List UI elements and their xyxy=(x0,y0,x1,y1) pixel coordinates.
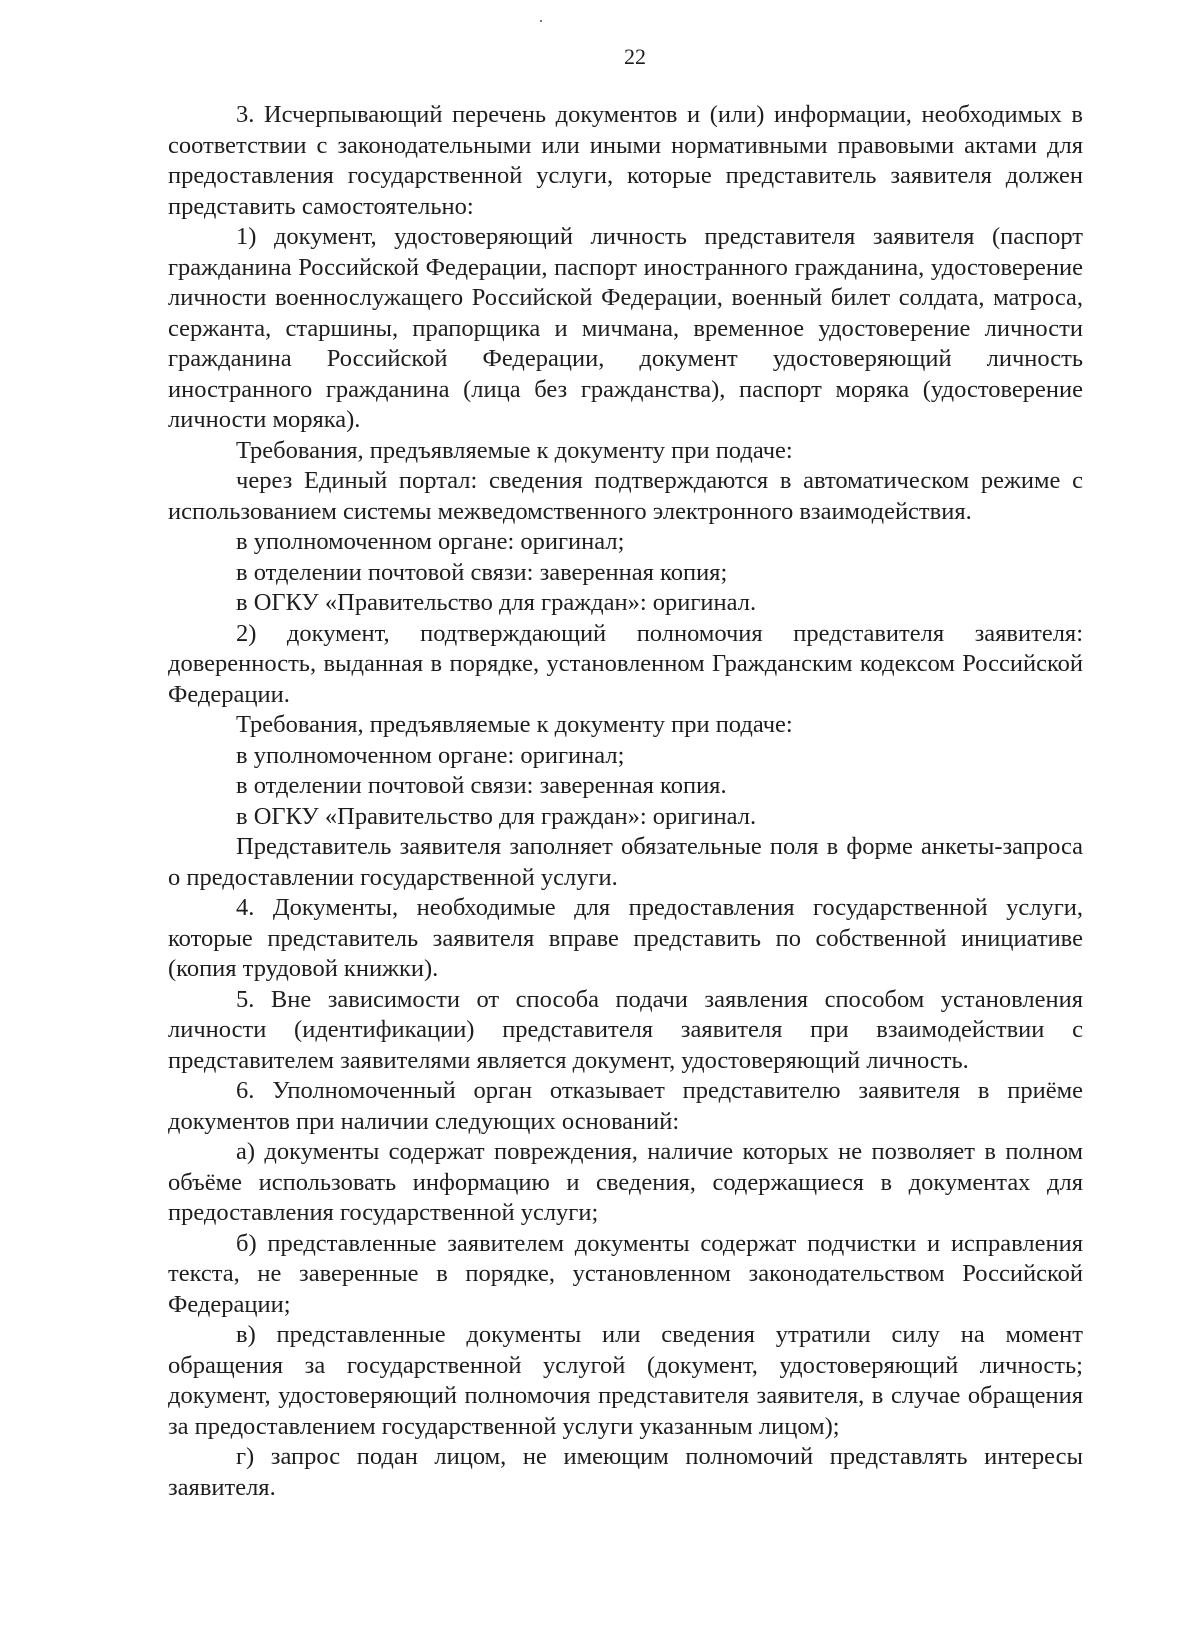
paragraph-6-a: а) документы содержат повреждения, наличие которых не позволяет в полном объёме использовать информацию и сведения, содержащиеся в документах для предоставления государственной услуги; xyxy=(168,1138,1083,1226)
paragraph-3-intro: 3. Исчерпывающий перечень документов и (или) информации, необходимых в соответствии с законодательными или иными нормативными правовыми актами для предоставления государственной услуги, которые представитель заявителя должен представить самостоятельно: xyxy=(168,101,1083,220)
paragraph-requirements-2: Требования, предъявляемые к документу при подаче: xyxy=(236,711,793,738)
paragraph-post-office-2: в отделении почтовой связи: заверенная копия. xyxy=(236,772,727,799)
paragraph-form-fill: Представитель заявителя заполняет обязательные поля в форме анкеты-запроса о предоставлении государственной услуги. xyxy=(168,833,1083,891)
paragraph-6: 6. Уполномоченный орган отказывает представителю заявителя в приёме документов при наличии следующих оснований: xyxy=(168,1077,1083,1135)
paragraph-post-office: в отделении почтовой связи: заверенная копия; xyxy=(236,558,728,586)
document-body xyxy=(168,100,1083,1503)
paragraph-6-b: б) представленные заявителем документы содержат подчистки и исправления текста, не заверенные в порядке, установленном законодательством Российской Федерации; xyxy=(168,1229,1083,1318)
paragraph-4: 4. Документы, необходимые для предоставления государственной услуги, которые представитель заявителя вправе представить по собственной инициативе (копия трудовой книжки). xyxy=(168,894,1083,982)
paragraph-single-portal: через Единый портал: сведения подтверждаются в автоматическом режиме с использованием системы межведомственного электронного взаимодействия. xyxy=(168,467,1083,525)
paragraph-5: 5. Вне зависимости от способа подачи заявления способом установления личности (идентификации) представителя заявителя при взаимодействии с представителем заявителями является документ, удостоверяющий личность. xyxy=(168,985,1083,1074)
paragraph-requirements: Требования, предъявляемые к документу при подаче: xyxy=(236,436,793,464)
paragraph-ogku: в ОГКУ «Правительство для граждан»: оригинал. xyxy=(236,589,757,616)
paragraph-authorized-body: в уполномоченном органе: оригинал; xyxy=(236,528,625,555)
paragraph-6-v: в) представленные документы или сведения утратили силу на момент обращения за государственной услугой (документ, удостоверяющий личность; документ, удостоверяющий полномочия представителя заявителя, в случае обращения за предоставлением государственной услуги указанным лицом); xyxy=(168,1321,1083,1440)
paragraph-3-item-1: 1) документ, удостоверяющий личность представителя заявителя (паспорт гражданина Российской Федерации, паспорт иностранного гражданина, удостоверение личности военнослужащего Российской Федерации, военный билет солдата, матроса, сержанта, старшины, прапорщика и мичмана, временное удостоверение личности гражданина Российской Федерации, документ удостоверяющий личность иностранного гражданина (лица без гражданства), паспорт моряка (удостоверение личности моряка). xyxy=(168,223,1083,433)
scan-speck xyxy=(540,20,542,22)
paragraph-authorized-body-2: в уполномоченном органе: оригинал; xyxy=(236,741,625,769)
paragraph-6-g: г) запрос подан лицом, не имеющим полномочий представлять интересы заявителя. xyxy=(168,1443,1083,1501)
page-number: 22 xyxy=(624,44,646,69)
paragraph-ogku-2: в ОГКУ «Правительство для граждан»: оригинал. xyxy=(236,802,757,830)
paragraph-3-item-2: 2) документ, подтверждающий полномочия представителя заявителя: доверенность, выданная в порядке, установленном Гражданским кодексом Российской Федерации. xyxy=(168,619,1083,708)
